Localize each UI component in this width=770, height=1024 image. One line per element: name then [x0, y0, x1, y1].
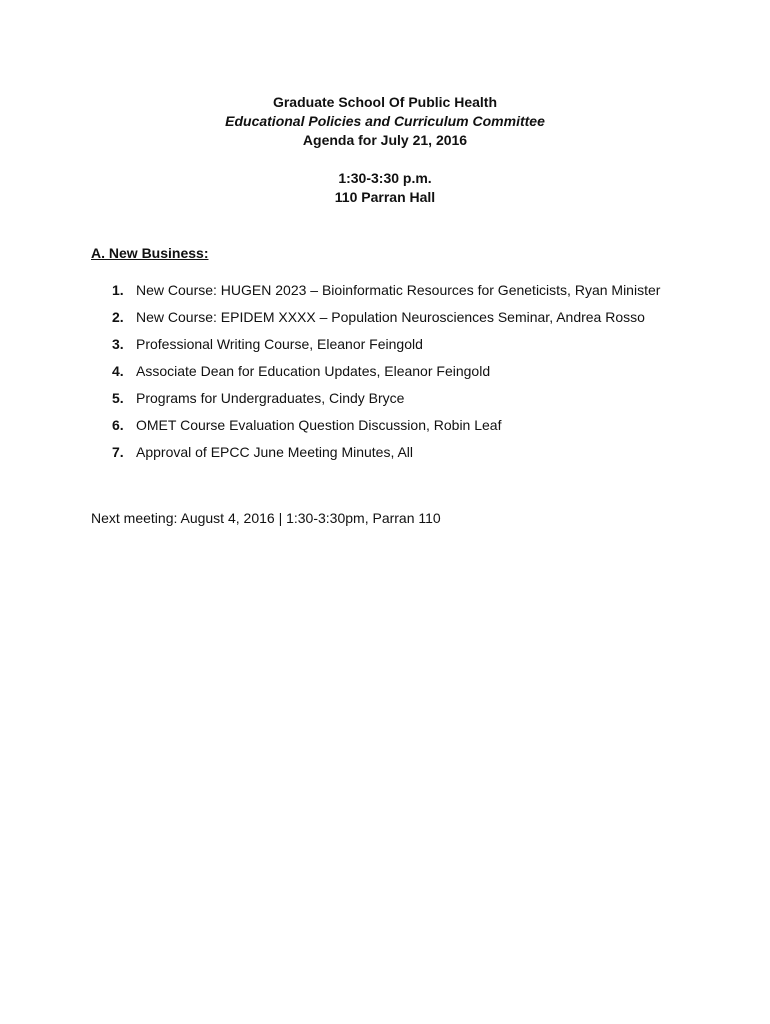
- agenda-item-number: 5.: [112, 390, 124, 406]
- committee-name: Educational Policies and Curriculum Committee: [225, 113, 545, 129]
- agenda-item: [112, 416, 660, 443]
- agenda-list: [112, 281, 660, 470]
- agenda-item-text: Programs for Undergraduates, Cindy Bryce: [136, 390, 405, 406]
- agenda-item-text: Professional Writing Course, Eleanor Feingold: [136, 336, 423, 352]
- agenda-item-number: 6.: [112, 417, 124, 433]
- next-meeting-note: Next meeting: August 4, 2016 | 1:30-3:30pm, Parran 110: [91, 510, 441, 526]
- school-name: Graduate School Of Public Health: [272, 94, 498, 110]
- agenda-item: [112, 335, 660, 362]
- agenda-item-number: 2.: [112, 309, 124, 325]
- agenda-item: [112, 308, 660, 335]
- agenda-date: Agenda for July 21, 2016: [302, 132, 468, 148]
- meeting-location: 110 Parran Hall: [334, 189, 436, 205]
- agenda-item: [112, 443, 660, 470]
- agenda-item: [112, 362, 660, 389]
- agenda-item-number: 4.: [112, 363, 124, 379]
- agenda-item-text: Approval of EPCC June Meeting Minutes, All: [136, 444, 414, 460]
- agenda-item-text: Associate Dean for Education Updates, Eleanor Feingold: [136, 363, 491, 379]
- header-spacer: [0, 150, 770, 169]
- meeting-time: 1:30-3:30 p.m.: [338, 170, 432, 186]
- agenda-item-text: New Course: HUGEN 2023 – Bioinformatic Resources for Geneticists, Ryan Minister: [136, 282, 661, 298]
- agenda-item: [112, 281, 660, 308]
- section-heading: A. New Business:: [91, 245, 209, 261]
- agenda-item-number: 1.: [112, 282, 124, 298]
- agenda-item: [112, 389, 660, 416]
- document-header: [0, 93, 770, 207]
- agenda-item-number: 7.: [112, 444, 124, 460]
- agenda-item-text: New Course: EPIDEM XXXX – Population Neurosciences Seminar, Andrea Rosso: [136, 309, 645, 325]
- agenda-item-number: 3.: [112, 336, 124, 352]
- agenda-item-text: OMET Course Evaluation Question Discussion, Robin Leaf: [136, 417, 502, 433]
